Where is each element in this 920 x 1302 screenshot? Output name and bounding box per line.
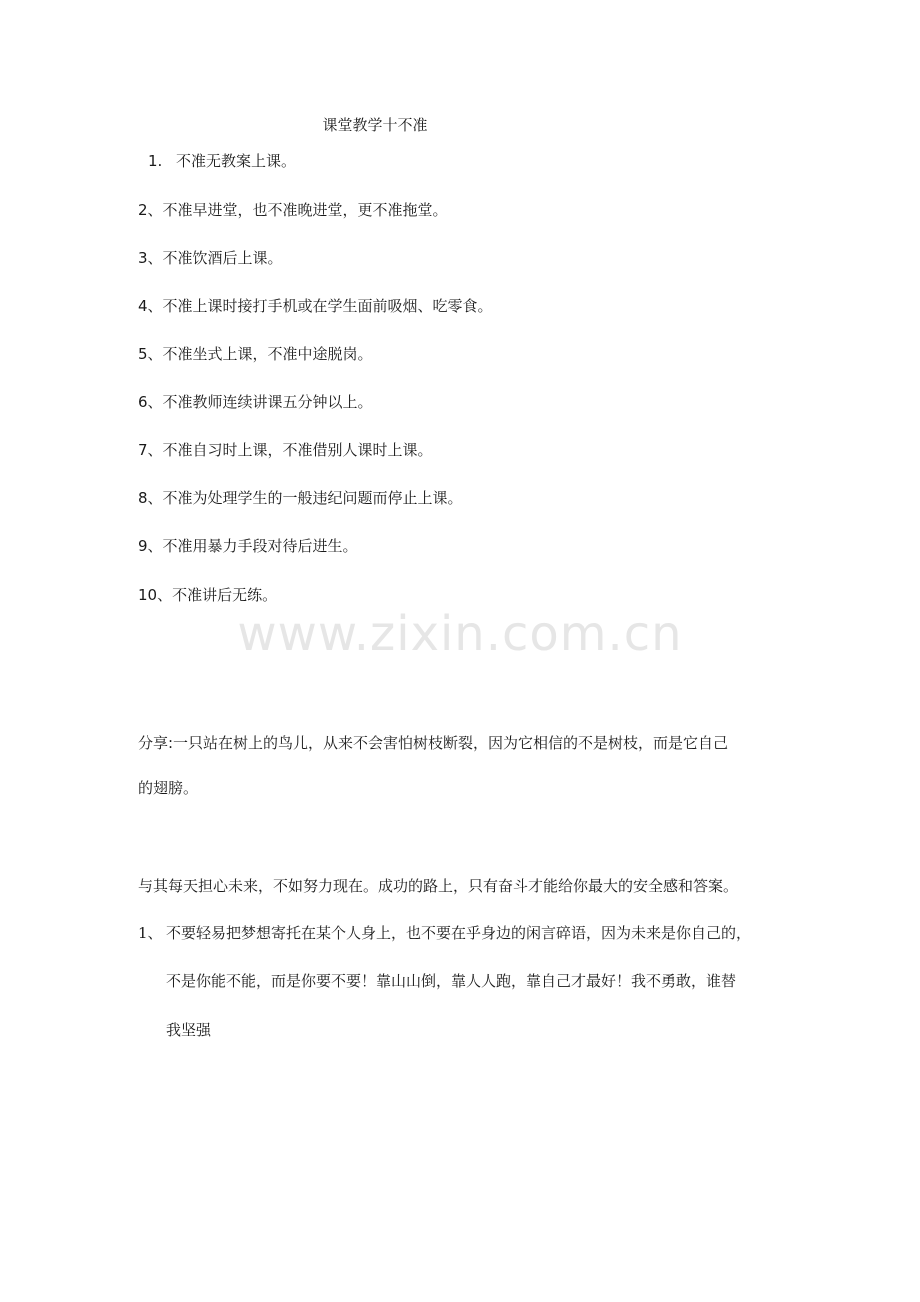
rule-item-5: 5、不准坐式上课，不准中途脱岗。	[138, 345, 373, 363]
share-line-1: 分享:一只站在树上的鸟儿，从来不会害怕树枝断裂，因为它相信的不是树枝，而是它自己	[138, 734, 729, 752]
item-line-1: 不要轻易把梦想寄托在某个人身上，也不要在乎身边的闲言碎语，因为未来是你自己的，	[166, 924, 752, 942]
item-line-2: 不是你能不能，而是你要不要！靠山山倒，靠人人跑，靠自己才最好！我不勇敢，谁替	[166, 972, 737, 990]
share-line-2: 的翅膀。	[138, 779, 199, 797]
watermark-text: www.zixin.com.cn	[237, 606, 683, 662]
document-title: 课堂教学十不准	[322, 116, 428, 134]
item-line-3: 我坚强	[166, 1021, 212, 1039]
rule-item-1	[148, 150, 296, 172]
rule-item-10: 10、不准讲后无练。	[138, 586, 278, 604]
rule-item-9: 9、不准用暴力手段对待后进生。	[138, 537, 358, 555]
rule-item-7: 7、不准自习时上课，不准借别人课时上课。	[138, 441, 433, 459]
item-number: 1、	[138, 924, 163, 942]
rule-item-6: 6、不准教师连续讲课五分钟以上。	[138, 393, 373, 411]
rule-item-4: 4、不准上课时接打手机或在学生面前吸烟、吃零食。	[138, 297, 493, 315]
motto-text: 与其每天担心未来，不如努力现在。成功的路上，只有奋斗才能给你最大的安全感和答案。	[138, 877, 739, 895]
rule-number: 1.	[148, 152, 163, 170]
rule-item-8: 8、不准为处理学生的一般违纪问题而停止上课。	[138, 489, 463, 507]
rule-item-2: 2、不准早进堂，也不准晚进堂，更不准拖堂。	[138, 201, 448, 219]
rule-item-3: 3、不准饮酒后上课。	[138, 249, 283, 267]
rule-text: 不准无教案上课。	[176, 152, 297, 170]
